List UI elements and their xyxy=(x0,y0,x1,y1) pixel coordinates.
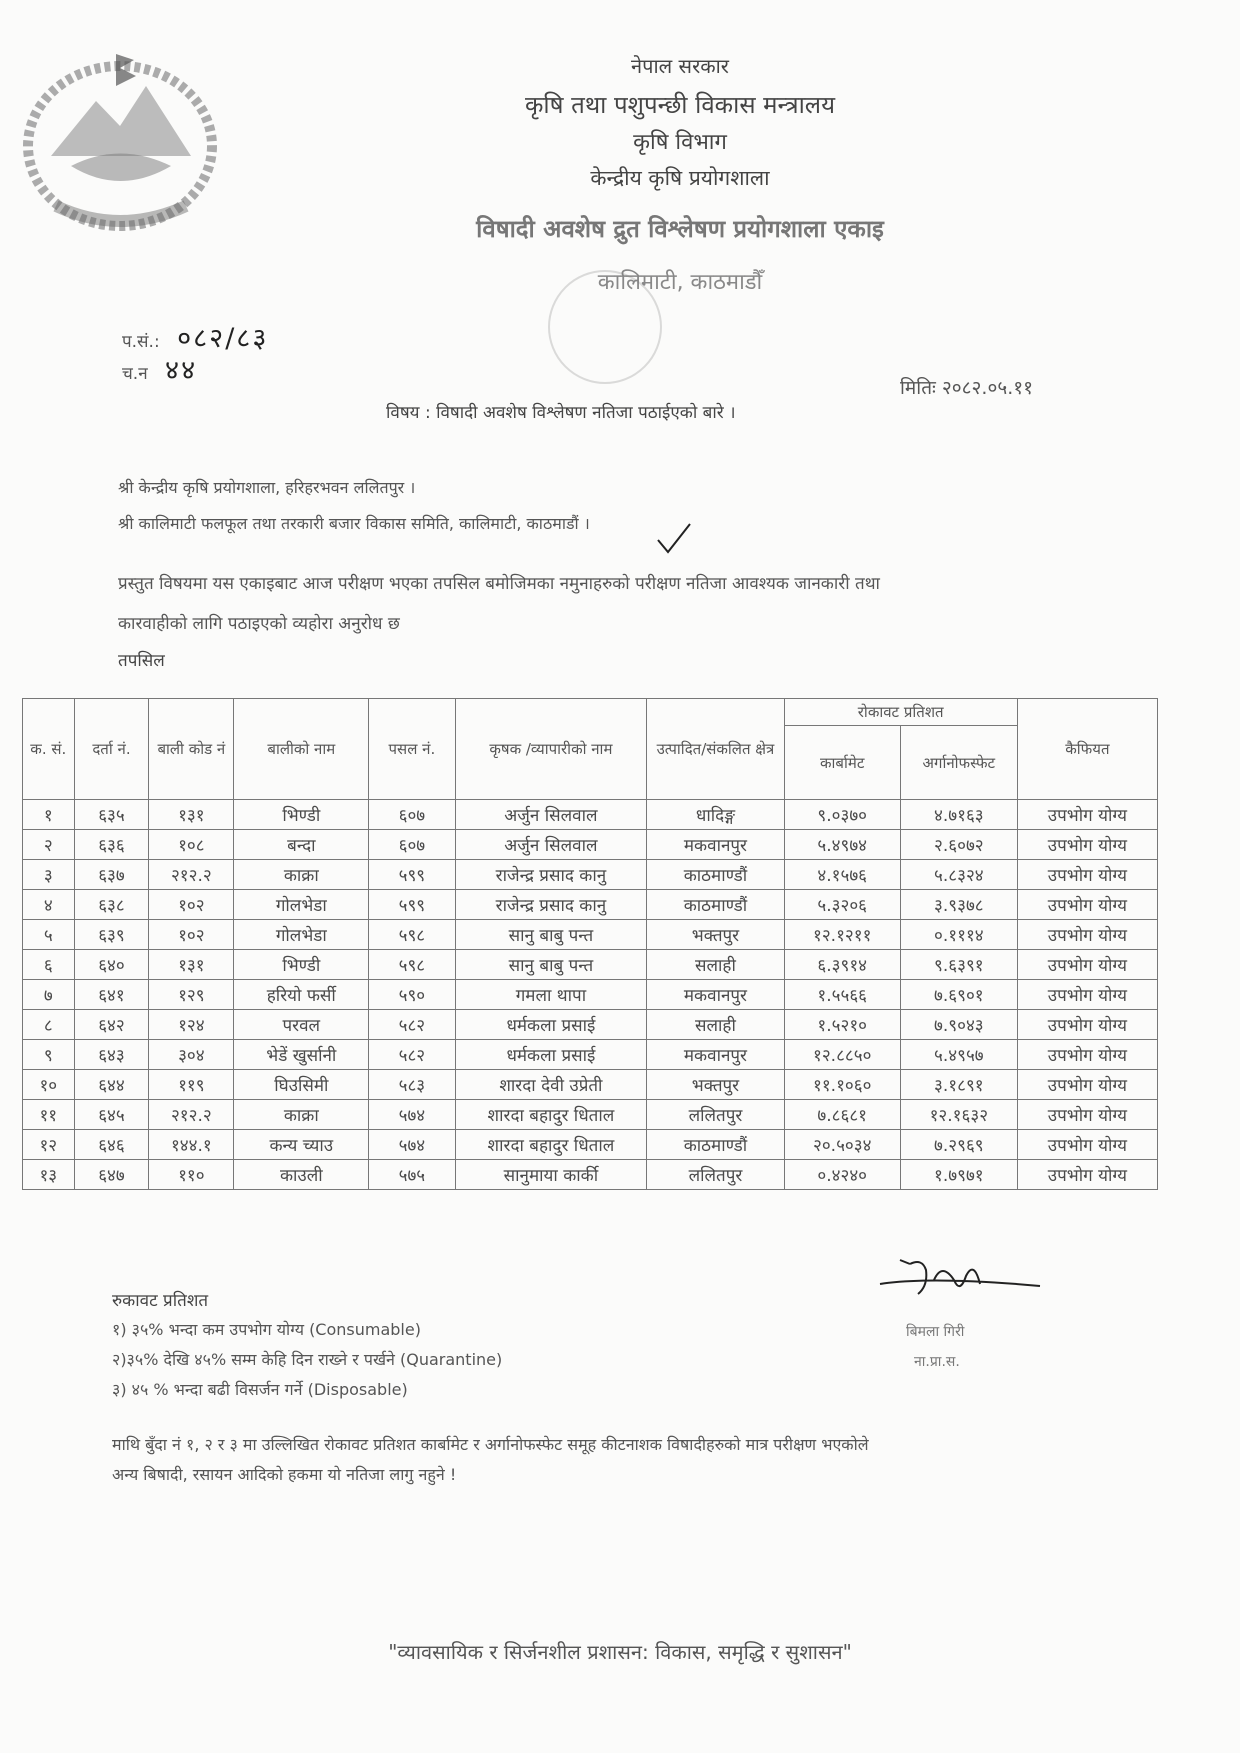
results-table xyxy=(22,698,1158,1190)
body-line-1: प्रस्तुत विषयमा यस एकाइबाट आज परीक्षण भएका तपसिल बमोजिमका नमुनाहरुको परीक्षण नतिजा आवश्यक जानकारी तथा xyxy=(118,574,880,594)
cell-crop-code: १३१ xyxy=(149,950,234,980)
cell-organophosphate: ०.१११४ xyxy=(900,920,1017,950)
cell-remark: उपभोग योग्य xyxy=(1017,1070,1157,1100)
cell-crop-code: २१२.२ xyxy=(149,860,234,890)
cell-crop-name: गोलभेडा xyxy=(234,920,369,950)
table-row xyxy=(23,920,1158,950)
nepal-emblem-icon xyxy=(16,46,224,231)
cell-reg: ६३७ xyxy=(74,860,149,890)
cell-crop-code: १४४.१ xyxy=(149,1130,234,1160)
header-line-ministry: कृषि तथा पशुपन्छी विकास मन्त्रालय xyxy=(525,91,835,119)
cell-remark: उपभोग योग्य xyxy=(1017,1160,1157,1190)
col-carbamate: कार्बामेट xyxy=(784,726,900,800)
cell-farmer: राजेन्द्र प्रसाद कानु xyxy=(455,860,647,890)
cell-sn: ३ xyxy=(23,860,75,890)
cell-crop-code: १२४ xyxy=(149,1010,234,1040)
cell-sn: ११ xyxy=(23,1100,75,1130)
cell-reg: ६४२ xyxy=(74,1010,149,1040)
col-origin: उत्पादित/संकलित क्षेत्र xyxy=(647,699,784,800)
cell-crop-code: १०२ xyxy=(149,920,234,950)
cell-sn: १३ xyxy=(23,1160,75,1190)
cell-farmer: शारदा देवी उप्रेती xyxy=(455,1070,647,1100)
cell-origin: काठमाण्डौं xyxy=(647,890,784,920)
office-stamp xyxy=(548,270,662,384)
results-table-body xyxy=(23,800,1158,1190)
body-paragraph xyxy=(118,564,1078,644)
cell-organophosphate: ५.८३२४ xyxy=(900,860,1017,890)
cell-organophosphate: ७.९०४३ xyxy=(900,1010,1017,1040)
cell-shop: ५९० xyxy=(369,980,455,1010)
table-row xyxy=(23,1010,1158,1040)
cell-origin: ललितपुर xyxy=(647,1160,784,1190)
cell-crop-name: हरियो फर्सी xyxy=(234,980,369,1010)
legend-title: रुकावट प्रतिशत xyxy=(112,1291,209,1311)
cell-origin: भक्तपुर xyxy=(647,920,784,950)
cell-crop-code: २१२.२ xyxy=(149,1100,234,1130)
cell-shop: ६०७ xyxy=(369,800,455,830)
cell-carbamate: ६.३९१४ xyxy=(784,950,900,980)
cell-remark: उपभोग योग्य xyxy=(1017,1040,1157,1070)
letter-date: मितिः २०८२.०५.११ xyxy=(900,377,1034,399)
cell-origin: काठमाण्डौं xyxy=(647,1130,784,1160)
cell-crop-code: ११० xyxy=(149,1160,234,1190)
ps-value: ०८२/८३ xyxy=(177,323,269,354)
cell-origin: मकवानपुर xyxy=(647,830,784,860)
cell-farmer: शारदा बहादुर धिताल xyxy=(455,1130,647,1160)
cell-carbamate: ९.०३७० xyxy=(784,800,900,830)
cell-reg: ६४५ xyxy=(74,1100,149,1130)
cell-carbamate: १.५५६६ xyxy=(784,980,900,1010)
header-line-government: नेपाल सरकार xyxy=(631,54,729,78)
cell-crop-name: भिण्डी xyxy=(234,800,369,830)
header-line-department: कृषि विभाग xyxy=(633,130,727,155)
cell-reg: ६४४ xyxy=(74,1070,149,1100)
cell-farmer: धर्मकला प्रसाई xyxy=(455,1010,647,1040)
cell-shop: ५८३ xyxy=(369,1070,455,1100)
cell-carbamate: २०.५०३४ xyxy=(784,1130,900,1160)
cell-remark: उपभोग योग्य xyxy=(1017,950,1157,980)
col-organophosphate: अर्गानोफस्फेट xyxy=(900,726,1017,800)
cell-reg: ६४१ xyxy=(74,980,149,1010)
table-row xyxy=(23,1070,1158,1100)
col-remark: कैफियत xyxy=(1017,699,1157,800)
cell-crop-name: भेडें खुर्सानी xyxy=(234,1040,369,1070)
reference-chn xyxy=(122,350,197,387)
cell-origin: मकवानपुर xyxy=(647,1040,784,1070)
cell-organophosphate: ३.९३७८ xyxy=(900,890,1017,920)
ps-label: प.सं.: xyxy=(122,332,160,352)
cell-shop: ५७४ xyxy=(369,1100,455,1130)
cell-shop: ५९९ xyxy=(369,890,455,920)
table-row xyxy=(23,890,1158,920)
cell-crop-name: काक्रा xyxy=(234,860,369,890)
cell-crop-name: परवल xyxy=(234,1010,369,1040)
recipient-2: श्री कालिमाटी फलफूल तथा तरकारी बजार विकास समिति, कालिमाटी, काठमाडौं । xyxy=(118,514,590,533)
cell-farmer: अर्जुन सिलवाल xyxy=(455,800,647,830)
note-line-1: माथि बुँदा नं १, २ र ३ मा उल्लिखित रोकावट प्रतिशत कार्बामेट र अर्गानोफस्फेट समूह कीटनाशक विषादीहरुको मात्र परीक्षण भएकोले xyxy=(112,1435,869,1454)
cell-reg: ६३८ xyxy=(74,890,149,920)
col-inhibition: रोकावट प्रतिशत xyxy=(784,699,1017,726)
table-row xyxy=(23,1100,1158,1130)
cell-reg: ६३६ xyxy=(74,830,149,860)
cell-crop-code: १३१ xyxy=(149,800,234,830)
note-paragraph xyxy=(112,1430,1072,1490)
signatory-name: बिमला गिरी xyxy=(906,1324,965,1340)
cell-farmer: धर्मकला प्रसाई xyxy=(455,1040,647,1070)
cell-shop: ५९८ xyxy=(369,950,455,980)
col-reg: दर्ता नं. xyxy=(74,699,149,800)
legend-quarantine: २)३५% देखि ४५% सम्म केहि दिन राख्ने र पर्खने (Quarantine) xyxy=(112,1350,503,1369)
header-line-lab: केन्द्रीय कृषि प्रयोगशाला xyxy=(590,166,770,190)
cell-farmer: राजेन्द्र प्रसाद कानु xyxy=(455,890,647,920)
legend-disposable: ३) ४५ % भन्दा बढी विसर्जन गर्ने (Disposable) xyxy=(112,1380,408,1399)
cell-farmer: सानु बाबु पन्त xyxy=(455,920,647,950)
cell-carbamate: ०.४२४० xyxy=(784,1160,900,1190)
cell-organophosphate: ७.६९०१ xyxy=(900,980,1017,1010)
cell-remark: उपभोग योग्य xyxy=(1017,860,1157,890)
cell-farmer: सानुमाया कार्की xyxy=(455,1160,647,1190)
cell-organophosphate: १.७९७१ xyxy=(900,1160,1017,1190)
note-line-2: अन्य बिषादी, रसायन आदिको हकमा यो नतिजा लागु नहुने ! xyxy=(112,1465,457,1484)
cell-origin: धादिङ्ग xyxy=(647,800,784,830)
cell-sn: १ xyxy=(23,800,75,830)
cell-reg: ६४० xyxy=(74,950,149,980)
cell-remark: उपभोग योग्य xyxy=(1017,920,1157,950)
cell-reg: ६४३ xyxy=(74,1040,149,1070)
cell-sn: १२ xyxy=(23,1130,75,1160)
cell-reg: ६३५ xyxy=(74,800,149,830)
col-shop: पसल नं. xyxy=(369,699,455,800)
cell-crop-name: घिउसिमी xyxy=(234,1070,369,1100)
chn-label: च.न xyxy=(122,364,148,384)
cell-farmer: गमला थापा xyxy=(455,980,647,1010)
cell-carbamate: ४.१५७६ xyxy=(784,860,900,890)
cell-farmer: अर्जुन सिलवाल xyxy=(455,830,647,860)
cell-sn: ४ xyxy=(23,890,75,920)
table-row xyxy=(23,980,1158,1010)
cell-organophosphate: ३.१८९१ xyxy=(900,1070,1017,1100)
cell-crop-code: १०८ xyxy=(149,830,234,860)
table-row xyxy=(23,800,1158,830)
cell-crop-name: काउली xyxy=(234,1160,369,1190)
cell-origin: सलाही xyxy=(647,950,784,980)
cell-carbamate: १२.८८५० xyxy=(784,1040,900,1070)
cell-origin: मकवानपुर xyxy=(647,980,784,1010)
cell-shop: ५८२ xyxy=(369,1040,455,1070)
table-row xyxy=(23,1130,1158,1160)
header-line-address: कालिमाटी, काठमाडौँ xyxy=(597,270,763,295)
cell-organophosphate: ५.४९५७ xyxy=(900,1040,1017,1070)
cell-remark: उपभोग योग्य xyxy=(1017,830,1157,860)
legend-consumable: १) ३५% भन्दा कम उपभोग योग्य (Consumable) xyxy=(112,1320,421,1339)
col-farmer: कृषक /व्यापारीको नाम xyxy=(455,699,647,800)
cell-carbamate: ११.१०६० xyxy=(784,1070,900,1100)
tapasil-label: तपसिल xyxy=(118,651,165,671)
cell-crop-code: ३०४ xyxy=(149,1040,234,1070)
cell-crop-name: कन्य च्याउ xyxy=(234,1130,369,1160)
cell-crop-name: काक्रा xyxy=(234,1100,369,1130)
cell-shop: ५८२ xyxy=(369,1010,455,1040)
signatory-title: ना.प्रा.स. xyxy=(914,1354,960,1370)
cell-origin: काठमाण्डौं xyxy=(647,860,784,890)
recipient-1: श्री केन्द्रीय कृषि प्रयोगशाला, हरिहरभवन ललितपुर । xyxy=(118,478,416,497)
cell-organophosphate: ९.६३९१ xyxy=(900,950,1017,980)
col-crop-code: बाली कोड नं xyxy=(149,699,234,800)
cell-crop-code: १२९ xyxy=(149,980,234,1010)
cell-shop: ६०७ xyxy=(369,830,455,860)
cell-remark: उपभोग योग्य xyxy=(1017,1100,1157,1130)
letter-subject: विषय : विषादी अवशेष विश्लेषण नतिजा पठाईएको बारे । xyxy=(386,403,736,423)
footer-slogan: "व्यावसायिक र सिर्जनशील प्रशासन: विकास, समृद्धि र सुशासन" xyxy=(388,1640,852,1664)
cell-sn: ८ xyxy=(23,1010,75,1040)
cell-farmer: सानु बाबु पन्त xyxy=(455,950,647,980)
cell-shop: ५९९ xyxy=(369,860,455,890)
cell-origin: भक्तपुर xyxy=(647,1070,784,1100)
cell-carbamate: ७.८६८१ xyxy=(784,1100,900,1130)
cell-organophosphate: ७.२९६९ xyxy=(900,1130,1017,1160)
table-row xyxy=(23,860,1158,890)
cell-shop: ५७४ xyxy=(369,1130,455,1160)
cell-remark: उपभोग योग्य xyxy=(1017,1130,1157,1160)
cell-shop: ५७५ xyxy=(369,1160,455,1190)
cell-origin: सलाही xyxy=(647,1010,784,1040)
cell-remark: उपभोग योग्य xyxy=(1017,890,1157,920)
header-line-unit: विषादी अवशेष द्रुत विश्लेषण प्रयोगशाला एकाइ xyxy=(476,215,884,243)
cell-reg: ६४७ xyxy=(74,1160,149,1190)
cell-remark: उपभोग योग्य xyxy=(1017,1010,1157,1040)
cell-carbamate: १२.१२११ xyxy=(784,920,900,950)
table-row xyxy=(23,830,1158,860)
cell-crop-code: १०२ xyxy=(149,890,234,920)
cell-crop-name: गोलभेडा xyxy=(234,890,369,920)
cell-sn: ६ xyxy=(23,950,75,980)
cell-organophosphate: २.६०७२ xyxy=(900,830,1017,860)
cell-carbamate: ५.४९७४ xyxy=(784,830,900,860)
cell-farmer: शारदा बहादुर धिताल xyxy=(455,1100,647,1130)
cell-organophosphate: ४.७१६३ xyxy=(900,800,1017,830)
cell-reg: ६३९ xyxy=(74,920,149,950)
col-crop-name: बालीको नाम xyxy=(234,699,369,800)
cell-organophosphate: १२.१६३२ xyxy=(900,1100,1017,1130)
cell-crop-name: बन्दा xyxy=(234,830,369,860)
checkmark-icon xyxy=(654,520,694,556)
table-row xyxy=(23,1040,1158,1070)
cell-origin: ललितपुर xyxy=(647,1100,784,1130)
body-line-2: कारवाहीको लागि पठाइएको व्यहोरा अनुरोध छ xyxy=(118,614,400,634)
cell-sn: १० xyxy=(23,1070,75,1100)
cell-shop: ५९८ xyxy=(369,920,455,950)
col-sn: क. सं. xyxy=(23,699,75,800)
cell-carbamate: १.५२१० xyxy=(784,1010,900,1040)
cell-carbamate: ५.३२०६ xyxy=(784,890,900,920)
cell-sn: ९ xyxy=(23,1040,75,1070)
cell-crop-name: भिण्डी xyxy=(234,950,369,980)
cell-remark: उपभोग योग्य xyxy=(1017,800,1157,830)
cell-remark: उपभोग योग्य xyxy=(1017,980,1157,1010)
cell-sn: ७ xyxy=(23,980,75,1010)
cell-crop-code: ११९ xyxy=(149,1070,234,1100)
table-row xyxy=(23,950,1158,980)
signature-icon xyxy=(870,1250,1050,1310)
cell-sn: २ xyxy=(23,830,75,860)
chn-value: ४४ xyxy=(165,355,198,386)
cell-sn: ५ xyxy=(23,920,75,950)
cell-reg: ६४६ xyxy=(74,1130,149,1160)
table-row xyxy=(23,1160,1158,1190)
